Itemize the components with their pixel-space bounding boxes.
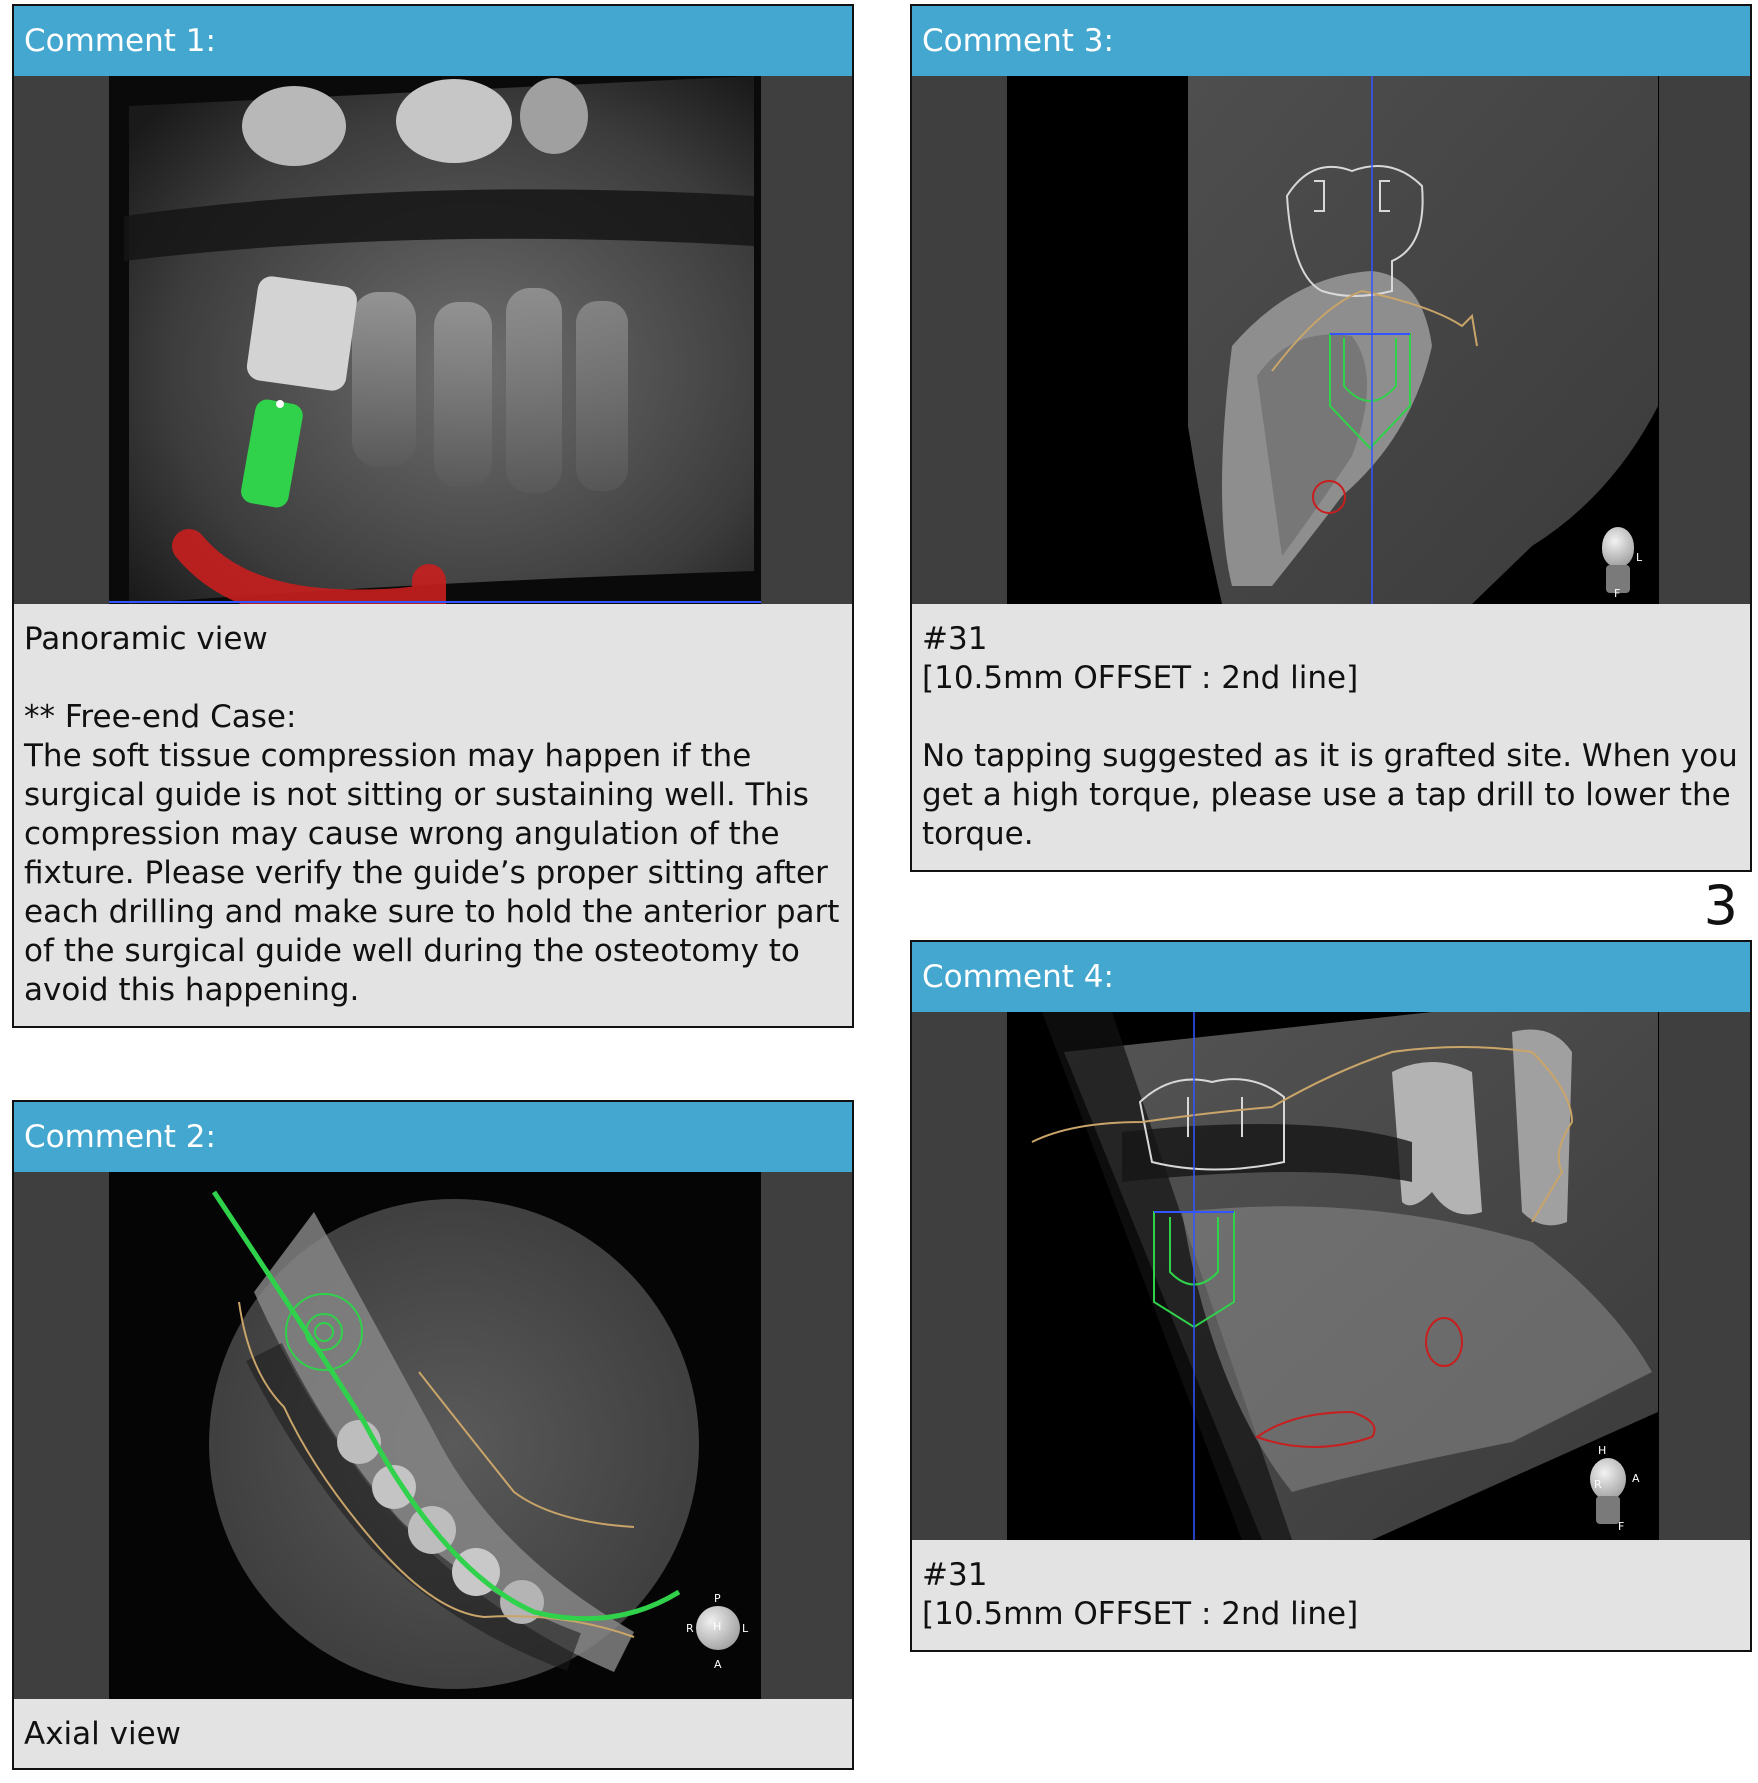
comment-header: Comment 4: — [912, 942, 1750, 1012]
comment-header: Comment 3: — [912, 6, 1750, 76]
orientation-head-icon — [1592, 521, 1650, 601]
page-number: 3 — [1703, 874, 1738, 937]
comment-text: #31 [10.5mm OFFSET : 2nd line] — [922, 1557, 1359, 1632]
comment-panel-4 — [910, 940, 1752, 1652]
cross-section-view-image — [912, 76, 1750, 604]
orientation-label-center: H — [713, 1620, 722, 1633]
orientation-label-bottom: A — [714, 1658, 722, 1671]
comment-text: #31 [10.5mm OFFSET : 2nd line] No tapping suggested as it is grafted site. When you get a high torque, please use a tap drill to lower the torque. — [922, 621, 1738, 852]
orientation-label-right: L — [742, 1622, 749, 1635]
orientation-head-icon — [1574, 1444, 1644, 1534]
comment-panel-3 — [910, 4, 1752, 872]
panoramic-view-image — [14, 76, 852, 604]
orientation-head-icon — [686, 1592, 750, 1676]
orientation-label-right: A — [1632, 1472, 1640, 1485]
comment-header: Comment 1: — [14, 6, 852, 76]
comment-panel-2 — [12, 1100, 854, 1770]
comment-text: Panoramic view ** Free-end Case: The soft tissue compression may happen if the surgical guide is not sitting or sustaining well. This compression may cause wrong angulation of the fixture. Please verify the guide’s proper sitting after each drilling and make sure to hold the anterior part of the surgical guide well during the osteotomy to avoid this happening. — [24, 621, 840, 1008]
comment-text: Axial view — [24, 1716, 182, 1752]
orientation-label-bottom: F — [1614, 587, 1621, 600]
tangential-view-image — [912, 1012, 1750, 1540]
orientation-label-top: P — [714, 1592, 721, 1605]
comment-header: Comment 2: — [14, 1102, 852, 1172]
orientation-label-right: L — [1636, 551, 1643, 564]
panoramic-radiograph — [14, 76, 852, 604]
comment-panel-1 — [12, 4, 854, 1028]
orientation-label-top: H — [1598, 1444, 1607, 1457]
orientation-label-bottom: F — [1618, 1520, 1625, 1533]
axial-view-image — [14, 1172, 852, 1699]
orientation-label-center: R — [1594, 1478, 1602, 1491]
orientation-label-left: R — [686, 1622, 694, 1635]
